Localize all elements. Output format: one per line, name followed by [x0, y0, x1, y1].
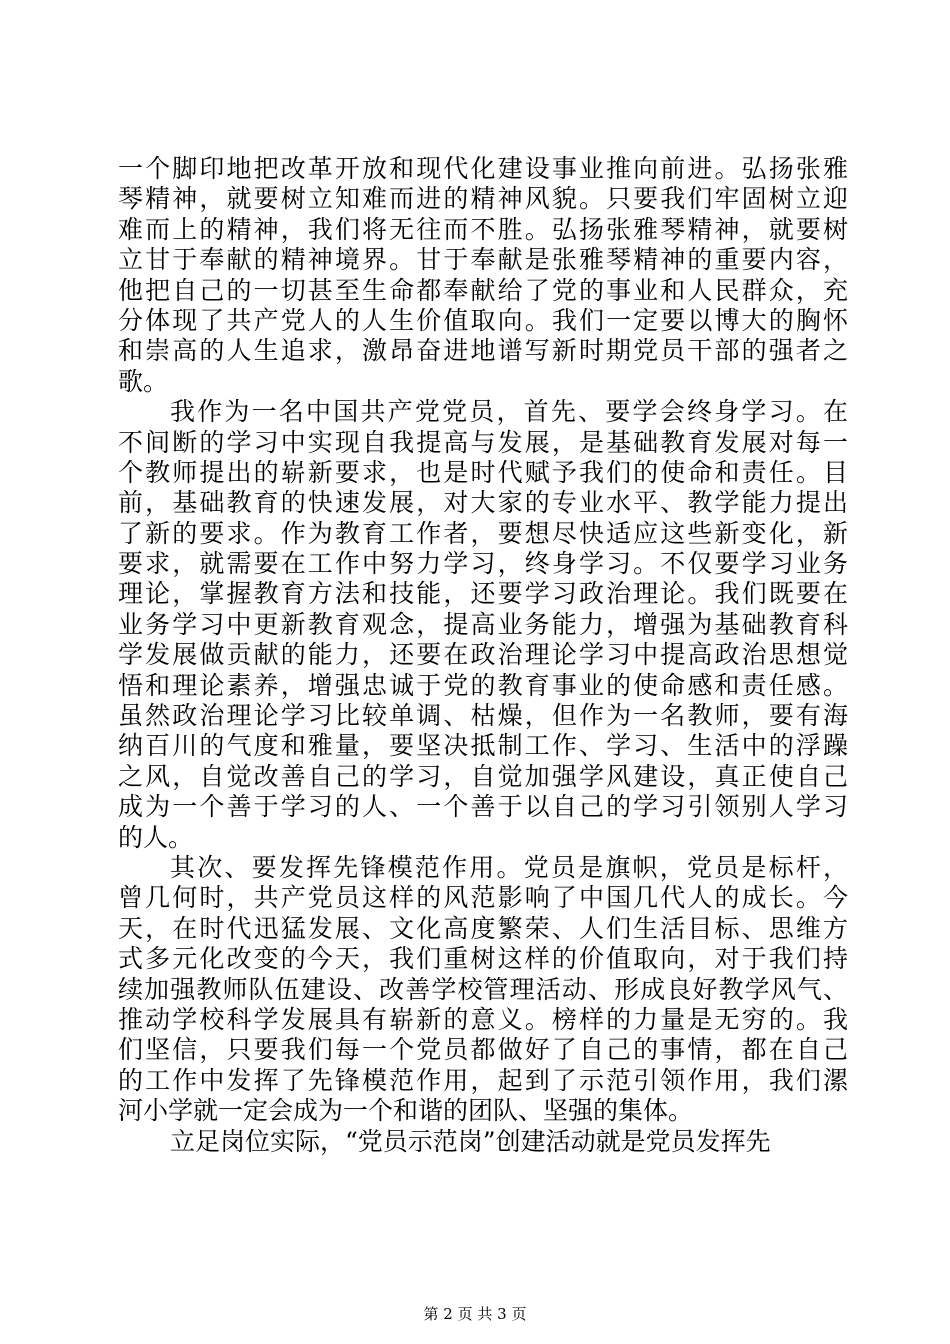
text-line: 成为一个善于学习的人、一个善于以自己的学习引领别人学习	[118, 792, 848, 822]
text-line: 悟和理论素养，增强忠诚于党的教育事业的使命感和责任感。	[118, 670, 848, 700]
text-line: 前，基础教育的快速发展，对大家的专业水平、教学能力提出	[118, 488, 848, 518]
text-line: 虽然政治理论学习比较单调、枯燥，但作为一名教师，要有海	[118, 701, 848, 731]
text-line: 分体现了共产党人的人生价值取向。我们一定要以博大的胸怀	[118, 305, 848, 335]
text-line: 立甘于奉献的精神境界。甘于奉献是张雅琴精神的重要内容，	[118, 245, 848, 275]
text-line: 的工作中发挥了先锋模范作用，起到了示范引领作用，我们漯	[118, 1065, 848, 1095]
text-line: 和崇高的人生追求，激昂奋进地谱写新时期党员干部的强者之	[118, 336, 848, 366]
text-line: 之风，自觉改善自己的学习，自觉加强学风建设，真正使自己	[118, 761, 848, 791]
text-line: 不间断的学习中实现自我提高与发展，是基础教育发展对每一	[118, 427, 848, 457]
text-line: 纳百川的气度和雅量，要坚决抵制工作、学习、生活中的浮躁	[118, 731, 848, 761]
text-line: 我作为一名中国共产党党员，首先、要学会终身学习。在	[170, 397, 848, 427]
text-line: 琴精神，就要树立知难而进的精神风貌。只要我们牢固树立迎	[118, 184, 848, 214]
text-line: 推动学校科学发展具有崭新的意义。榜样的力量是无穷的。我	[118, 1004, 848, 1034]
text-line: 业务学习中更新教育观念，提高业务能力，增强为基础教育科	[118, 609, 848, 639]
paragraph	[118, 853, 848, 1127]
body-text	[118, 154, 848, 1157]
text-line: 个教师提出的崭新要求，也是时代赋予我们的使命和责任。目	[118, 457, 848, 487]
text-line: 立足岗位实际，“党员示范岗”创建活动就是党员发挥先	[170, 1126, 771, 1156]
text-line: 他把自己的一切甚至生命都奉献给了党的事业和人民群众，充	[118, 275, 848, 305]
text-line: 式多元化改变的今天，我们重树这样的价值取向，对于我们持	[118, 944, 848, 974]
text-line: 河小学就一定会成为一个和谐的团队、坚强的集体。	[118, 1096, 694, 1126]
text-line: 难而上的精神，我们将无往而不胜。弘扬张雅琴精神，就要树	[118, 214, 848, 244]
text-line: 学发展做贡献的能力，还要在政治理论学习中提高政治思想觉	[118, 640, 848, 670]
text-line: 歌。	[118, 366, 169, 396]
text-line: 其次、要发挥先锋模范作用。党员是旗帜，党员是标杆，	[170, 852, 848, 882]
text-line: 一个脚印地把改革开放和现代化建设事业推向前进。弘扬张雅	[118, 154, 848, 183]
text-line: 了新的要求。作为教育工作者，要想尽快适应这些新变化，新	[118, 518, 848, 548]
text-line: 理论，掌握教育方法和技能，还要学习政治理论。我们既要在	[118, 579, 848, 609]
text-line: 天，在时代迅猛发展、文化高度繁荣、人们生活目标、思维方	[118, 913, 848, 943]
paragraph	[118, 1127, 848, 1157]
text-line: 们坚信，只要我们每一个党员都做好了自己的事情，都在自己	[118, 1035, 848, 1065]
paragraph	[118, 397, 848, 853]
text-line: 续加强教师队伍建设、改善学校管理活动、形成良好教学风气、	[118, 974, 848, 1004]
page-footer: 第 2 页 共 3 页	[423, 1305, 527, 1323]
text-line: 的人。	[118, 822, 194, 852]
text-line: 要求，就需要在工作中努力学习，终身学习。不仅要学习业务	[118, 549, 848, 579]
paragraph	[118, 154, 848, 397]
text-line: 曾几何时，共产党员这样的风范影响了中国几代人的成长。今	[118, 883, 848, 913]
